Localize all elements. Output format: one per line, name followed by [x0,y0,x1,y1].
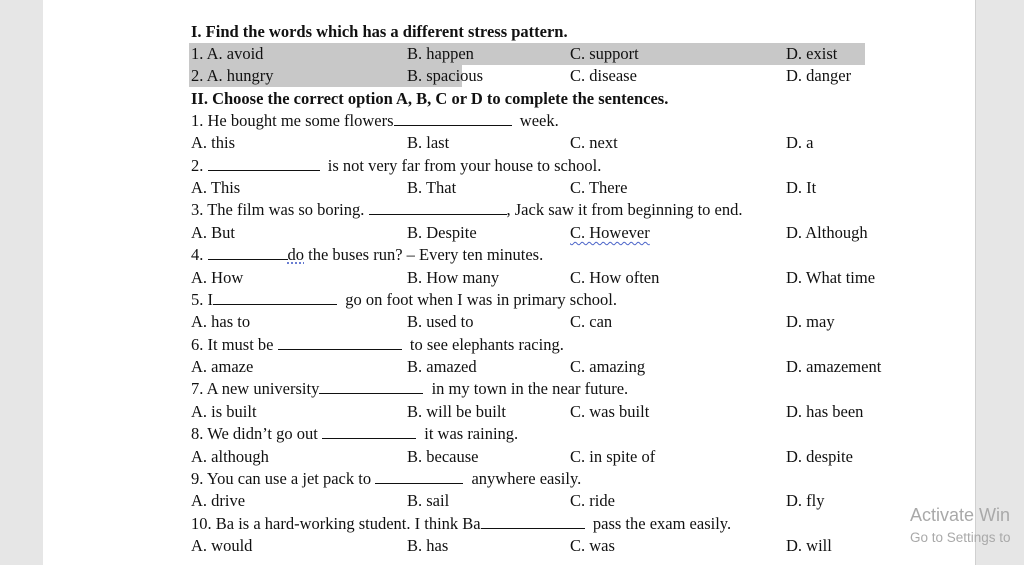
answer-blank [481,513,585,529]
options-10: A. would B. has C. was D. will [191,536,832,555]
activate-windows-watermark: Activate Win Go to Settings to [910,505,1011,545]
options-3: A. But B. Despite C. However D. Although [191,223,868,242]
answer-blank [319,378,423,394]
section-1-row-1: 1. A. avoid B. happen C. support D. exist [191,44,838,63]
document-page [43,0,975,565]
answer-blank [278,334,402,350]
options-5: A. has to B. used to C. can D. may [191,312,835,331]
question-3: 3. The film was so boring. , Jack saw it from beginning to end. [191,200,743,219]
options-6: A. amaze B. amazed C. amazing D. amazement [191,357,882,376]
question-8: 8. We didn’t go out it was raining. [191,424,519,443]
options-8: A. although B. because C. in spite of D. despite [191,447,853,466]
answer-blank [369,199,507,215]
answer-blank [322,423,416,439]
question-4: 4. do the buses run? – Every ten minutes. [191,245,544,264]
answer-blank [208,155,320,171]
question-2: 2. is not very far from your house to school. [191,156,602,175]
question-7: 7. A new university in my town in the near future. [191,379,629,398]
options-4: A. How B. How many C. How often D. What time [191,268,876,287]
options-1: A. this B. last C. next D. a [191,133,814,152]
section-2-heading: II. Choose the correct option A, B, C or D to complete the sentences. [191,89,669,108]
question-1: 1. He bought me some flowers week. [191,111,559,130]
section-1-heading: I. Find the words which has a different stress pattern. [191,22,568,41]
options-9: A. drive B. sail C. ride D. fly [191,491,825,510]
answer-blank [208,244,288,260]
question-9: 9. You can use a jet pack to anywhere easily. [191,469,582,488]
question-10: 10. Ba is a hard-working student. I think Ba pass the exam easily. [191,514,732,533]
options-7: A. is built B. will be built C. was built D. has been [191,402,864,421]
options-2: A. This B. That C. There D. It [191,178,817,197]
page-edge [975,0,976,565]
answer-blank [394,110,512,126]
question-6: 6. It must be to see elephants racing. [191,335,564,354]
section-1-row-2: 2. A. hungry B. spacious C. disease D. danger [191,66,852,85]
question-5: 5. I go on foot when I was in primary school. [191,290,617,309]
answer-blank [213,289,337,305]
answer-blank [375,468,463,484]
